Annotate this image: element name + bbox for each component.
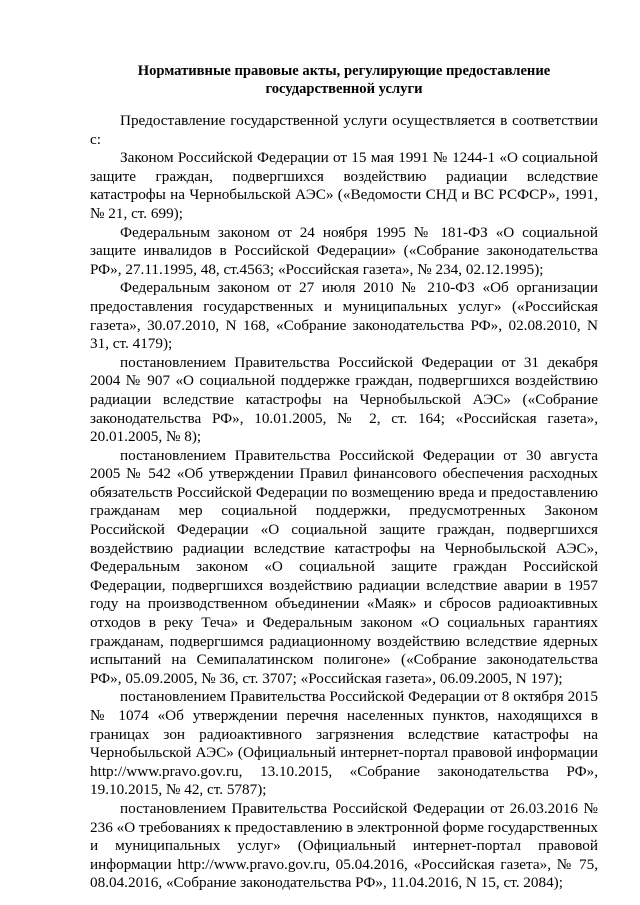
document-title [90,62,598,98]
law-1244-1-paragraph: Законом Российской Федерации от 15 мая 1991 № 1244-1 «О социальной защите граждан, подвергшихся воздействию радиации вследствие катастрофы на Чернобыльской АЭС» («Ведомости СНД и ВС РСФСР», 1991, № 21, ст. 699); [90,149,598,222]
intro-paragraph: Предоставление государственной услуги осуществляется в соответствии с: [90,112,598,148]
decree-236-paragraph: постановлением Правительства Российской Федерации от 26.03.2016 № 236 «О требованиях к предоставлению в электронной форме государственных и муниципальных услуг» (Официальный интернет-портал правовой информации http://www.pravo.gov.ru, 05.04.2016, «Российская газета», № 75, 08.04.2016, «Собрание законодательства РФ», 11.04.2016, N 15, ст. 2084); [90,799,598,892]
law-181-fz-paragraph: Федеральным законом от 24 ноября 1995 № 181-ФЗ «О социальной защите инвалидов в Российской Федерации» («Собрание законодательства РФ», 27.11.1995, 48, ст.4563; «Российская газета», № 234, 02.12.1995); [90,223,598,278]
title-line-1: Нормативные правовые акты, регулирующие предоставление [137,63,551,79]
decree-1074-paragraph: постановлением Правительства Российской Федерации от 8 октября 2015 № 1074 «Об утверждении перечня населенных пунктов, находящихся в границах зон радиоактивного загрязнения вследствие катастрофы на Чернобыльской АЭС» (Официальный интернет-портал правовой информации http://www.pravo.gov.ru, 13.10.2015, «Собрание законодательства РФ», 19.10.2015, № 42, ст. 5787); [90,688,598,799]
document-body [90,112,598,893]
law-210-fz-paragraph: Федеральным законом от 27 июля 2010 № 210-ФЗ «Об организации предоставления государственных и муниципальных услуг» («Российская газета», 30.07.2010, N 168, «Собрание законодательства РФ», 02.08.2010, N 31, ст. 4179); [90,279,598,353]
decree-542-paragraph: постановлением Правительства Российской Федерации от 30 августа 2005 № 542 «Об утверждении Правил финансового обеспечения расходных обязательств Российской Федерации по возмещению вреда и предоставлению гражданам мер социальной поддержки, предусмотренных Законом Российской Федерации «О социальной защите граждан, подвергшихся воздействию радиации вследствие катастрофы на Чернобыльской АЭС», Федеральным законом «О социальной защите граждан Российской Федерации, подвергшихся воздействию радиации вследствие аварии в 1957 году на производственном объединении «Маяк» и сбросов радиоактивных отходов в реку Теча» и Федеральным законом «О социальных гарантиях гражданам, подвергшимся радиационному воздействию вследствие ядерных испытаний на Семипалатинском полигоне» («Собрание законодательства РФ», 05.09.2005, № 36, ст. 3707; «Российская газета», 06.09.2005, N 197); [90,446,598,687]
title-line-2: государственной услуги [265,81,423,97]
decree-907-paragraph: постановлением Правительства Российской Федерации от 31 декабря 2004 № 907 «О социальной поддержке граждан, подвергшихся воздействию радиации вследствие катастрофы на Чернобыльской АЭС» («Собрание законодательства РФ», 10.01.2005, № 2, ст. 164; «Российская газета», 20.01.2005, № 8); [90,353,598,446]
